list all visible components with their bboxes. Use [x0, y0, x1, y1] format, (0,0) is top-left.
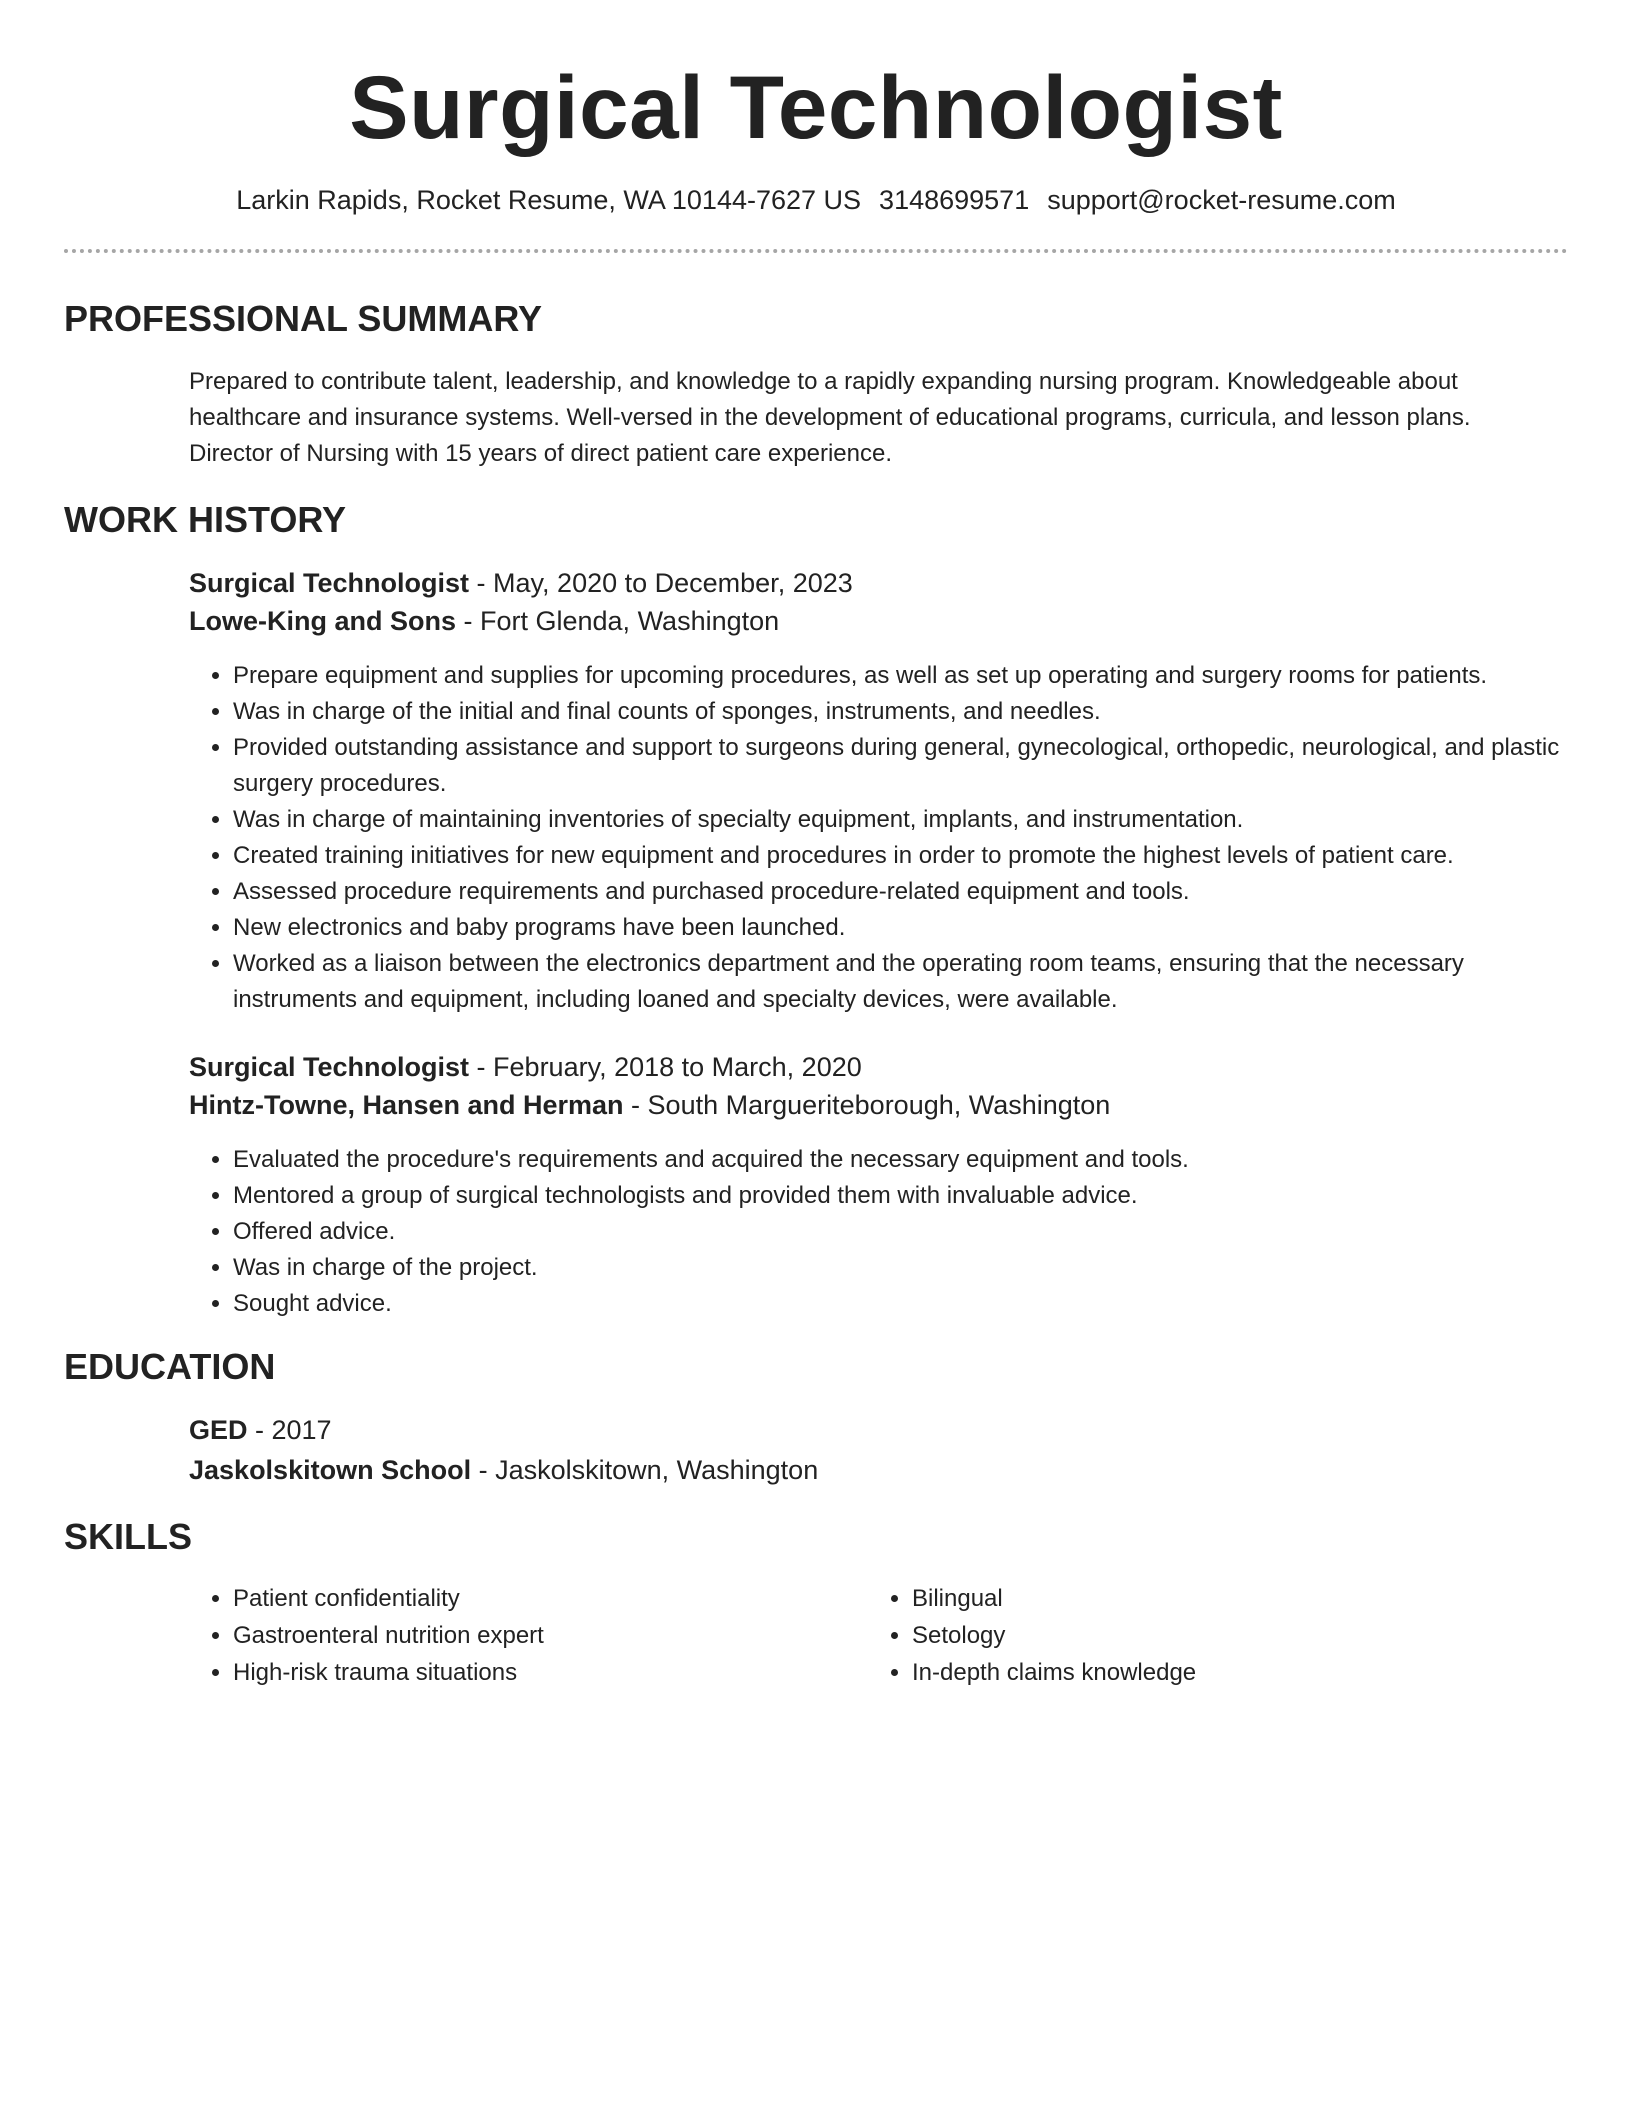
- header-divider: [64, 249, 1568, 253]
- job-1-company-line: [189, 602, 779, 640]
- candidate-name: Surgical Technologist: [349, 57, 1283, 157]
- list-item: • Worked as a liaison between the electronics department and the operating room teams, ensuring that the necessary instruments and equipment, including loaned and specialty devices, were available.: [233, 946, 1593, 1018]
- list-item: • Was in charge of maintaining inventories of specialty equipment, implants, and instrumentation.: [233, 802, 1593, 838]
- job-2-company: Hintz-Towne, Hansen and Herman: [189, 1090, 624, 1120]
- list-item: • Sought advice.: [233, 1286, 1593, 1322]
- section-title-skills: SKILLS: [64, 1516, 193, 1557]
- summary-text: Prepared to contribute talent, leadership, and knowledge to a rapidly expanding nursing program. Knowledgeable about healthcare and insurance systems. Well-versed in the development of educational programs, curricula, and lesson plans. Director of Nursing with 15 years of direct patient care experience.: [189, 368, 1471, 467]
- list-item: • Was in charge of the initial and final counts of sponges, instruments, and needles.: [233, 694, 1593, 730]
- skill-item: • Gastroenteral nutrition expert: [233, 1617, 833, 1654]
- list-item: • Created training initiatives for new equipment and procedures in order to promote the highest levels of patient care.: [233, 838, 1593, 874]
- job-1-company: Lowe-King and Sons: [189, 606, 456, 636]
- section-title-education: EDUCATION: [64, 1346, 276, 1387]
- skills-list-left: [189, 1580, 833, 1691]
- list-item: • Evaluated the procedure's requirements and acquired the necessary equipment and tools.: [233, 1142, 1593, 1178]
- list-item: • Prepare equipment and supplies for upcoming procedures, as well as set up operating and surgery rooms for patients.: [233, 658, 1593, 694]
- job-1-position: Surgical Technologist: [189, 568, 470, 598]
- job-1-title-line: [189, 564, 853, 602]
- job-1-dates: - May, 2020 to December, 2023: [469, 568, 853, 598]
- skill-item: • High-risk trauma situations: [233, 1654, 833, 1691]
- job-1-bullets: [189, 658, 1593, 1018]
- skills-list-right: [868, 1580, 1512, 1691]
- job-2-dates: - February, 2018 to March, 2020: [469, 1052, 862, 1082]
- education-school-line: [189, 1451, 818, 1489]
- contact-phone: 3148699571: [879, 185, 1030, 215]
- education-degree: GED: [189, 1415, 248, 1445]
- education-year: - 2017: [247, 1415, 332, 1445]
- list-item: • Provided outstanding assistance and support to surgeons during general, gynecological, orthopedic, neurological, and plastic surgery procedures.: [233, 730, 1593, 802]
- section-title-work-history: WORK HISTORY: [64, 499, 347, 540]
- list-item: • Mentored a group of surgical technologists and provided them with invaluable advice.: [233, 1178, 1593, 1214]
- contact-line: [0, 180, 1632, 220]
- skill-item: • Patient confidentiality: [233, 1580, 833, 1617]
- list-item: • Assessed procedure requirements and purchased procedure-related equipment and tools.: [233, 874, 1593, 910]
- education-school: Jaskolskitown School: [189, 1455, 472, 1485]
- contact-address: Larkin Rapids, Rocket Resume, WA 10144-7627 US: [236, 185, 862, 215]
- list-item: • Offered advice.: [233, 1214, 1593, 1250]
- job-2-bullets: [189, 1142, 1593, 1322]
- list-item: • New electronics and baby programs have been launched.: [233, 910, 1593, 946]
- skill-item: • Setology: [912, 1617, 1512, 1654]
- skill-item: • In-depth claims knowledge: [912, 1654, 1512, 1691]
- job-1-location: - Fort Glenda, Washington: [456, 606, 780, 636]
- contact-email: support@rocket-resume.com: [1047, 185, 1396, 215]
- job-2-title-line: [189, 1048, 862, 1086]
- list-item: • Was in charge of the project.: [233, 1250, 1593, 1286]
- job-2-location: - South Margueriteborough, Washington: [623, 1090, 1111, 1120]
- section-title-summary: PROFESSIONAL SUMMARY: [64, 298, 543, 339]
- job-2-position: Surgical Technologist: [189, 1052, 470, 1082]
- education-degree-line: [189, 1411, 332, 1449]
- job-2-company-line: [189, 1086, 1110, 1124]
- education-location: - Jaskolskitown, Washington: [471, 1455, 819, 1485]
- skill-item: • Bilingual: [912, 1580, 1512, 1617]
